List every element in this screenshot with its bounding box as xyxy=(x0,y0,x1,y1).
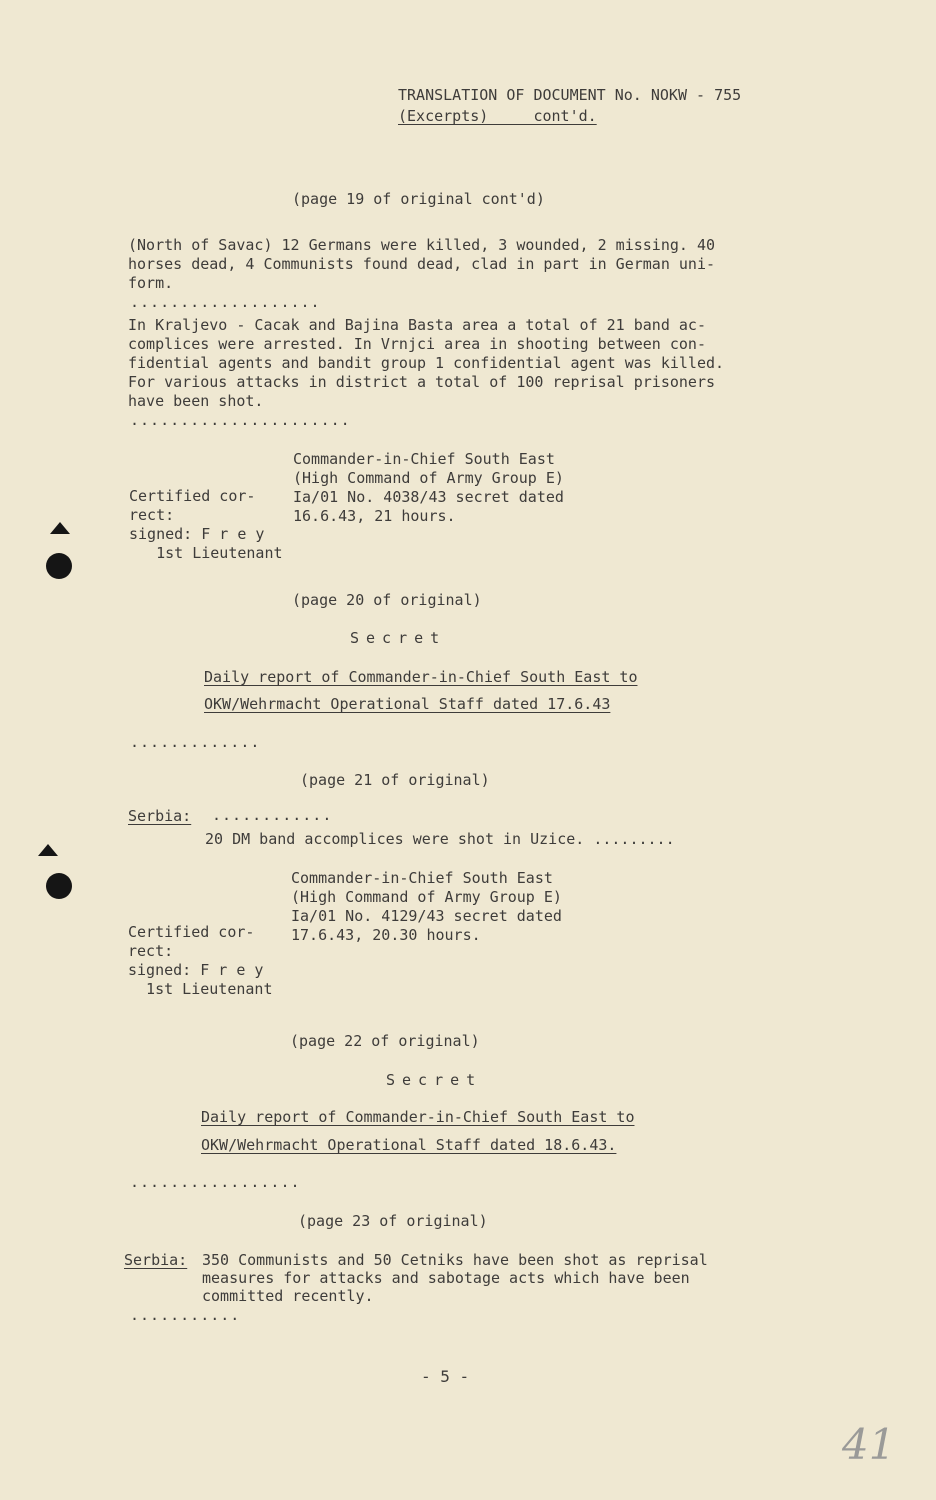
page-20-report-line-2: OKW/Wehrmacht Operational Staff dated 17.6.43 xyxy=(204,695,611,713)
punch-hole-top xyxy=(46,553,72,579)
page-number: - 5 - xyxy=(421,1367,470,1386)
page-21-heading: (page 21 of original) xyxy=(300,771,490,789)
page-21-text: 20 DM band accomplices were shot in Uzice. ......... xyxy=(205,830,675,848)
document-subtitle: (Excerpts) cont'd. xyxy=(398,107,597,125)
page-23-heading: (page 23 of original) xyxy=(298,1212,488,1230)
page-22-ellipsis: ................. xyxy=(130,1173,301,1191)
page-19-signature-block: Commander-in-Chief South East (High Command of Army Group E) Ia/01 No. 4038/43 secret dated 16.6.43, 21 hours. xyxy=(293,450,564,525)
page-22-secret-label: Secret xyxy=(386,1071,483,1089)
handwritten-page-number: 41 xyxy=(842,1420,896,1469)
page-23-text: 350 Communists and 50 Cetniks have been shot as reprisal measures for attacks and sabotage acts which have been committed recently. xyxy=(202,1251,708,1305)
page-21-serbia-ellipsis: ............ xyxy=(212,806,333,824)
page-22-heading: (page 22 of original) xyxy=(290,1032,480,1050)
document-title: TRANSLATION OF DOCUMENT No. NOKW - 755 xyxy=(398,86,742,104)
page-21-signature-block: Commander-in-Chief South East (High Command of Army Group E) Ia/01 No. 4129/43 secret dated 17.6.43, 20.30 hours. xyxy=(291,869,562,944)
page-22-report-line-2: OKW/Wehrmacht Operational Staff dated 18.6.43. xyxy=(201,1136,617,1154)
page-20-heading: (page 20 of original) xyxy=(292,591,482,609)
page-19-ellipsis-1: ................... xyxy=(130,293,321,311)
page-19-heading: (page 19 of original cont'd) xyxy=(292,190,545,208)
page-21-serbia-label: Serbia: xyxy=(128,807,192,825)
binder-clip-mark-bottom xyxy=(38,844,58,856)
page-20-report-line-1: Daily report of Commander-in-Chief South East to xyxy=(204,668,638,686)
page-23-ellipsis: ........... xyxy=(130,1306,241,1324)
page-19-paragraph-1: (North of Savac) 12 Germans were killed, 3 wounded, 2 missing. 40 horses dead, 4 Communists found dead, clad in part in German uni- form. xyxy=(128,236,715,292)
page-20-ellipsis: ............. xyxy=(130,733,261,751)
page-19-paragraph-2: In Kraljevo - Cacak and Bajina Basta area a total of 21 band ac- complices were arrested. In Vrnjci area in shooting between con- fidential agents and bandit group 1 confidential agent was killed. For various attacks in district a total of 100 reprisal prisoners have been shot. xyxy=(128,316,725,410)
page-19-certified-block: Certified cor- rect: signed: F r e y 1st Lieutenant xyxy=(129,487,283,562)
binder-clip-mark-top xyxy=(50,522,70,534)
page-20-secret-label: Secret xyxy=(350,629,447,647)
punch-hole-bottom xyxy=(46,873,72,899)
page-23-serbia-label: Serbia: xyxy=(124,1251,188,1269)
page-21-certified-block: Certified cor- rect: signed: F r e y 1st Lieutenant xyxy=(128,923,273,998)
page-19-ellipsis-2: ...................... xyxy=(130,411,351,429)
page-22-report-line-1: Daily report of Commander-in-Chief South East to xyxy=(201,1108,635,1126)
